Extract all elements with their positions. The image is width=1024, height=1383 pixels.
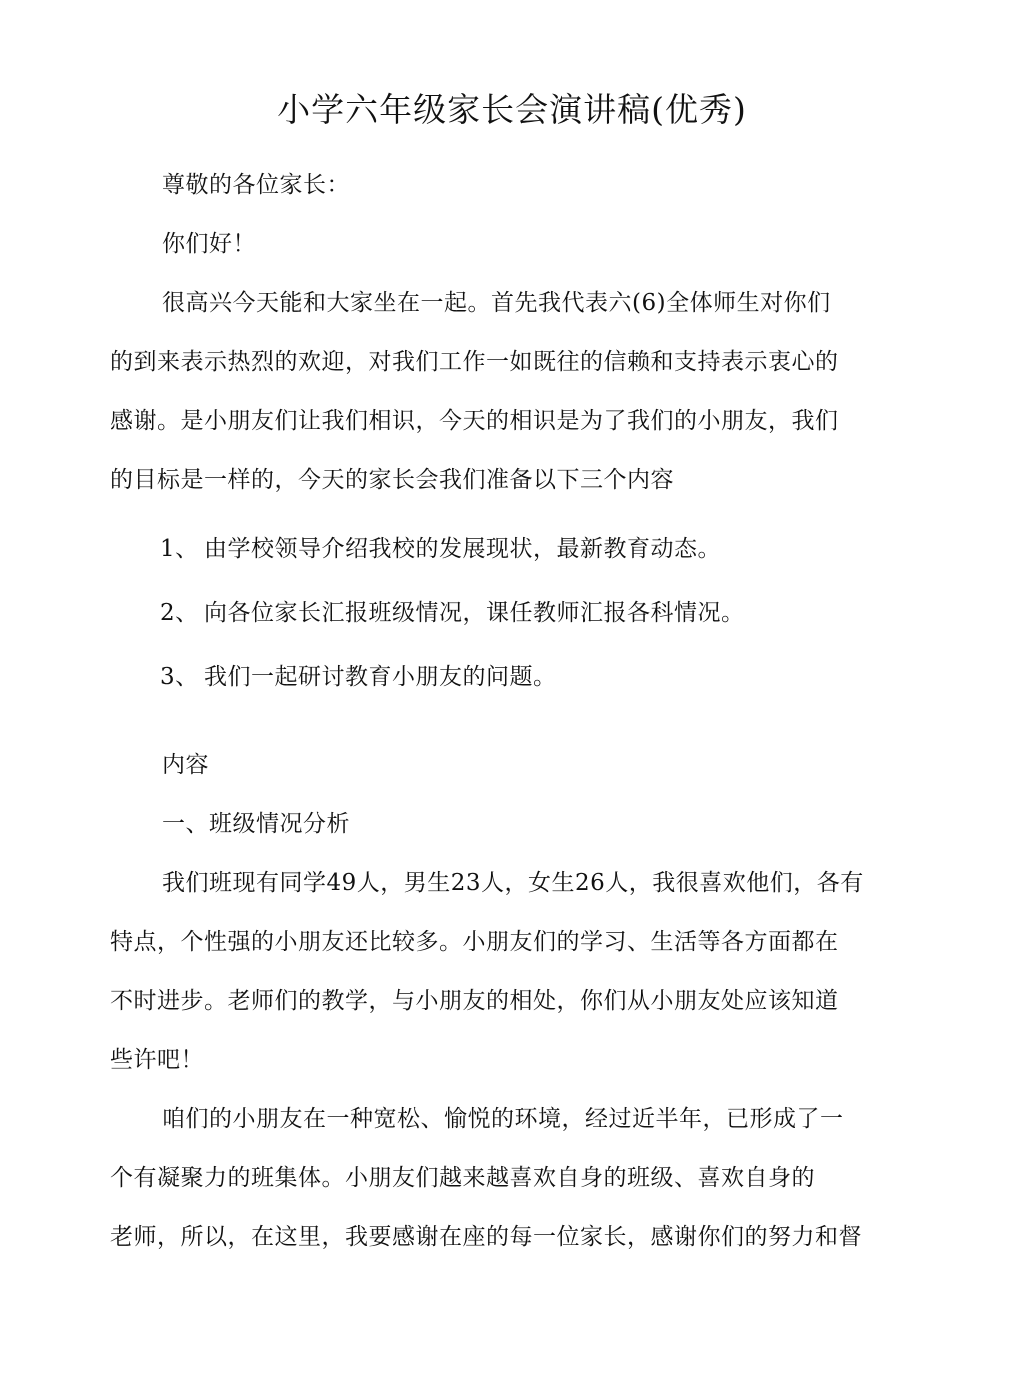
agenda-number: 3、 [160, 664, 199, 690]
agenda-item-1 [160, 534, 721, 564]
paragraph1-line-2: 特点，个性强的小朋友还比较多。小朋友们的学习、生活等各方面都在 [110, 929, 839, 955]
intro-line-3: 感谢。是小朋友们让我们相识，今天的相识是为了我们的小朋友，我们 [110, 408, 839, 434]
section-heading-class-analysis: 一、班级情况分析 [162, 811, 350, 837]
agenda-item-3 [160, 662, 557, 692]
paragraph1-line-3: 不时进步。老师们的教学，与小朋友的相处，你们从小朋友处应该知道 [110, 988, 839, 1014]
agenda-item-2 [160, 598, 745, 628]
agenda-number: 2、 [160, 600, 199, 626]
intro-line-4: 的目标是一样的，今天的家长会我们准备以下三个内容 [110, 467, 674, 493]
greeting: 你们好！ [162, 231, 256, 257]
salutation: 尊敬的各位家长： [162, 172, 350, 198]
intro-line-1: 很高兴今天能和大家坐在一起。首先我代表六(6)全体师生对你们 [162, 290, 831, 316]
agenda-text: 我们一起研讨教育小朋友的问题。 [204, 664, 557, 690]
document-title: 小学六年级家长会演讲稿(优秀) [277, 90, 747, 129]
paragraph2-line-2: 个有凝聚力的班集体。小朋友们越来越喜欢自身的班级、喜欢自身的 [110, 1165, 815, 1191]
paragraph2-line-1: 咱们的小朋友在一种宽松、愉悦的环境，经过近半年，已形成了一 [162, 1106, 844, 1132]
intro-line-2: 的到来表示热烈的欢迎，对我们工作一如既往的信赖和支持表示衷心的 [110, 349, 839, 375]
paragraph1-line-4: 些许吧！ [110, 1047, 204, 1073]
paragraph2-line-3: 老师，所以，在这里，我要感谢在座的每一位家长，感谢你们的努力和督 [110, 1224, 862, 1250]
paragraph1-line-1: 我们班现有同学49人，男生23人，女生26人，我很喜欢他们，各有 [162, 870, 864, 896]
agenda-text: 由学校领导介绍我校的发展现状，最新教育动态。 [204, 536, 721, 562]
agenda-text: 向各位家长汇报班级情况，课任教师汇报各科情况。 [204, 600, 745, 626]
agenda-number: 1、 [160, 536, 199, 562]
content-heading: 内容 [162, 752, 209, 778]
